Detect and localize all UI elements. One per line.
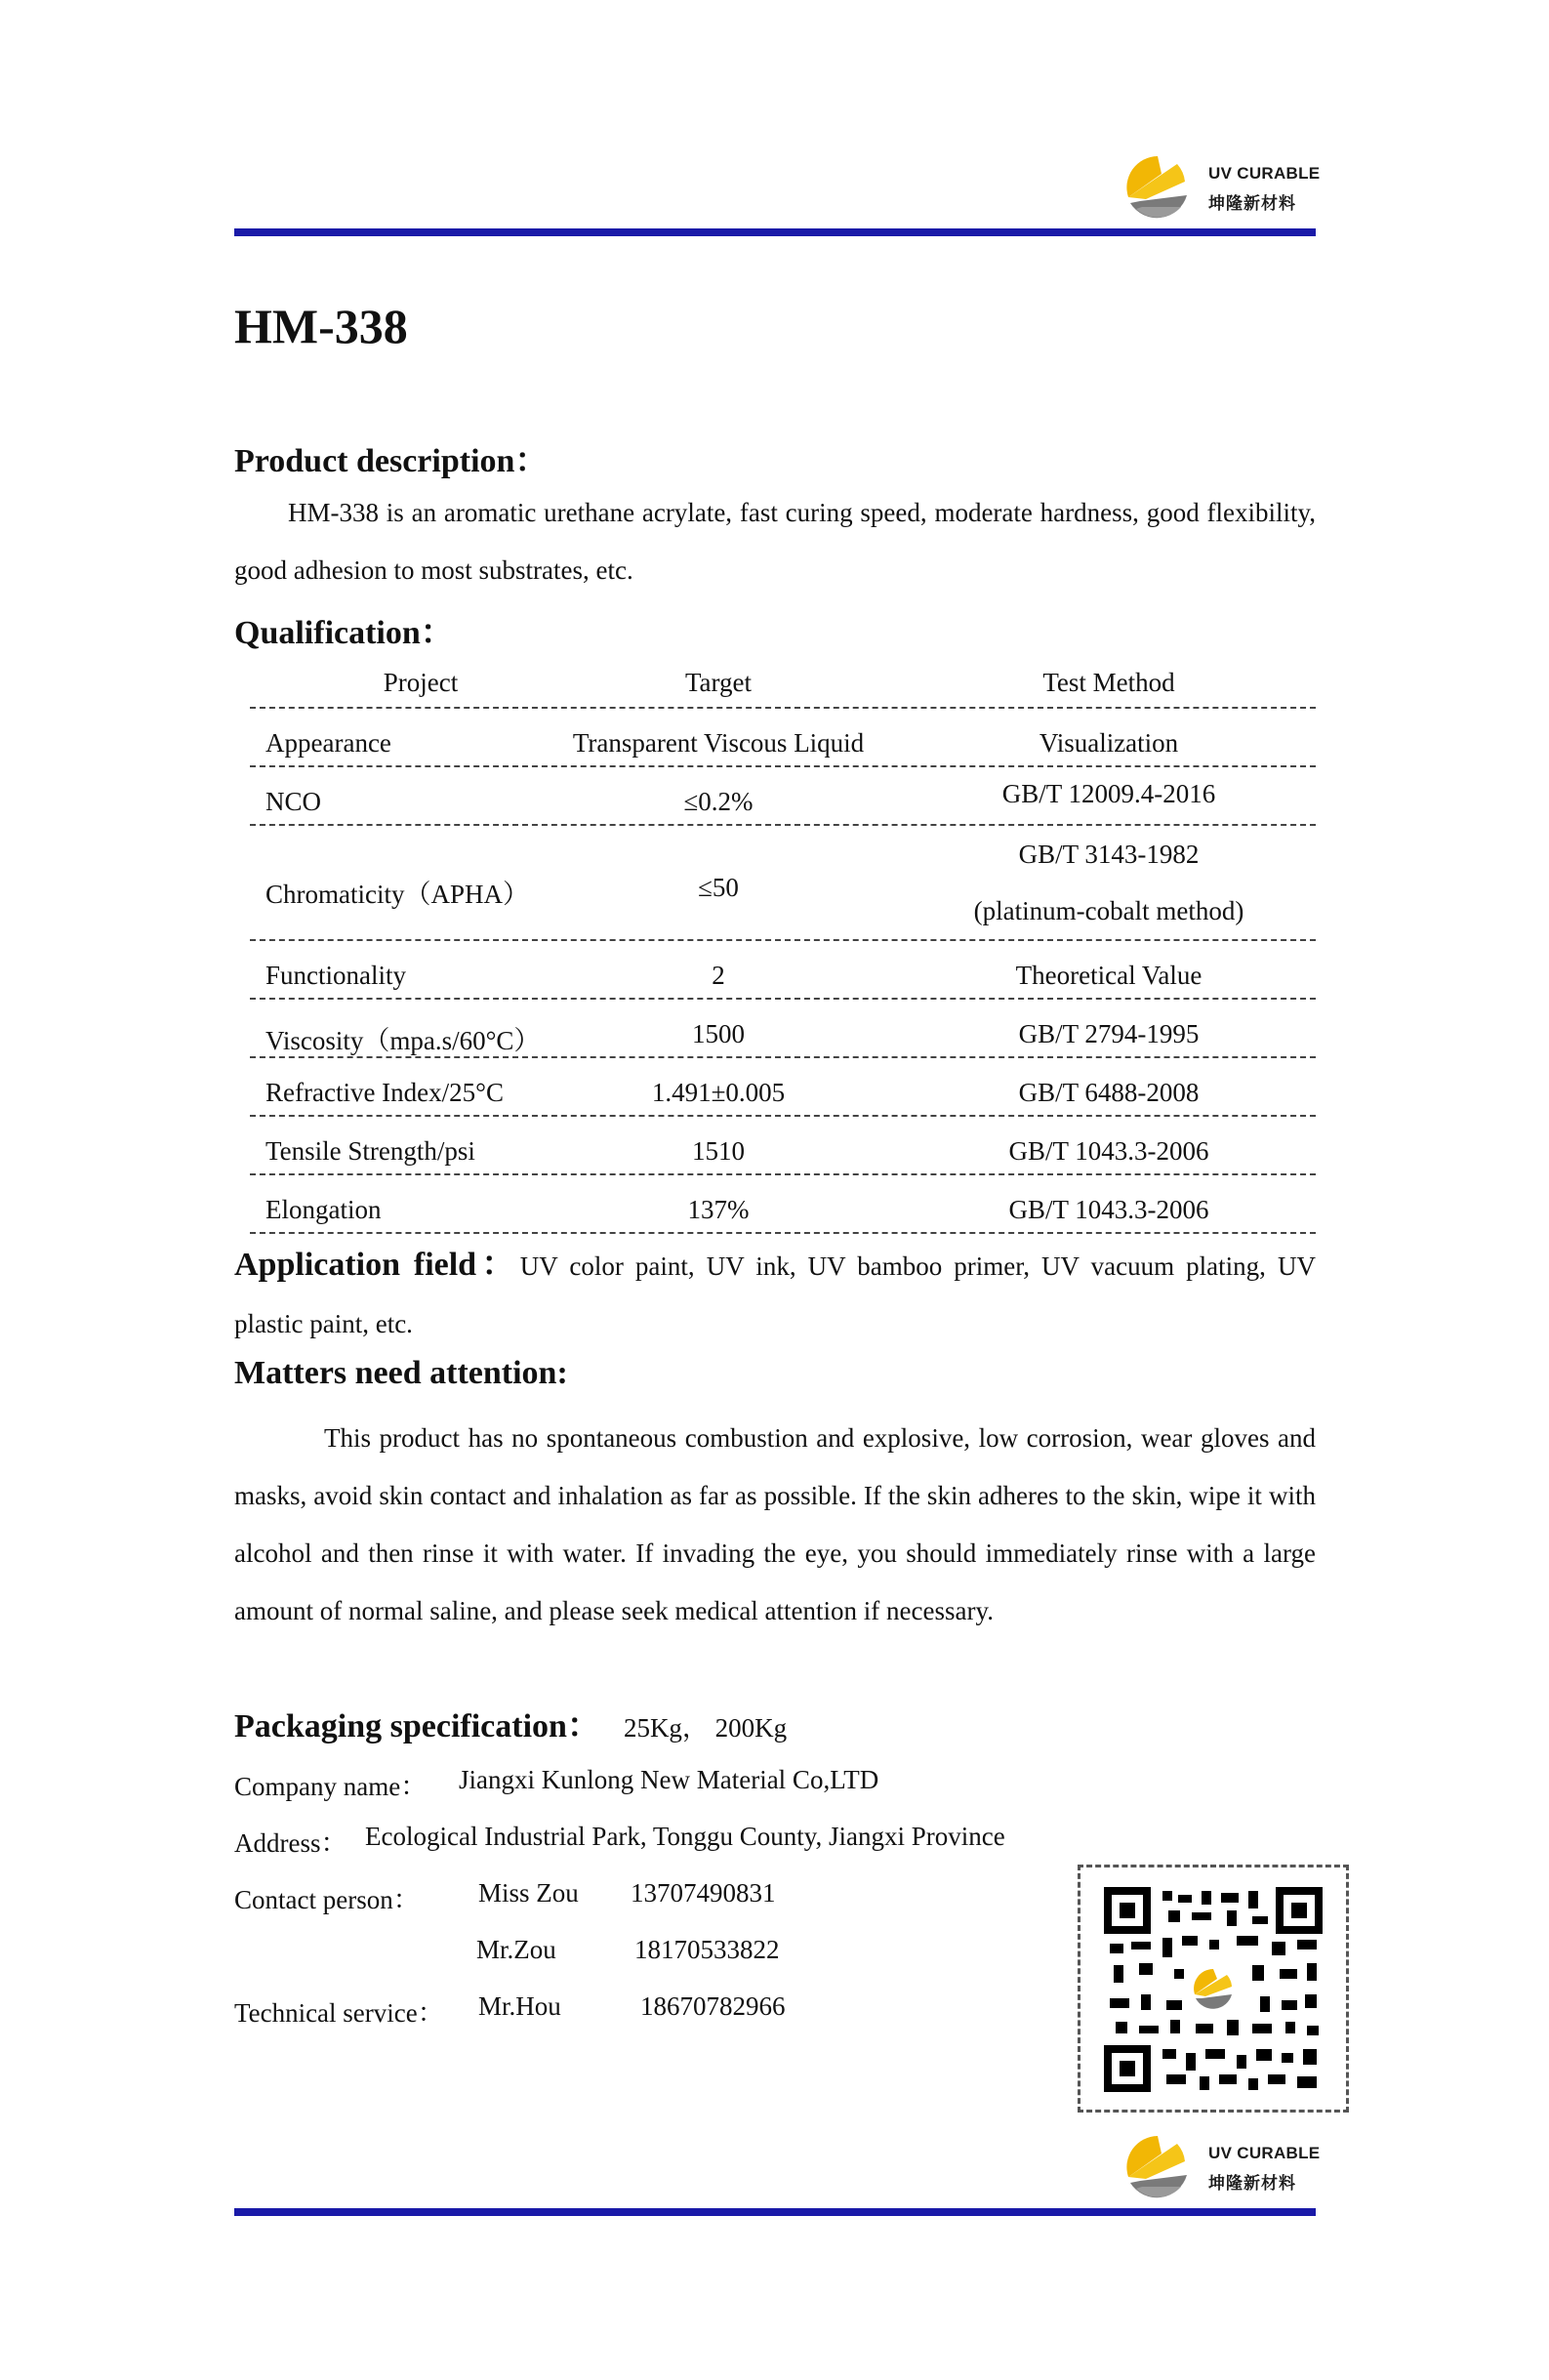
- product-title: HM-338: [234, 299, 408, 353]
- tech-service-name: Mr.Hou: [478, 1991, 561, 2021]
- row-target: 1.491±0.005: [651, 1078, 786, 1107]
- tech-service-phone: 18670782966: [640, 1991, 786, 2021]
- row-target: Transparent Viscous Liquid: [572, 728, 865, 758]
- row-project: Refractive Index/25°C: [265, 1078, 504, 1107]
- row-project: Appearance: [265, 728, 391, 758]
- row-method: GB/T 12009.4-2016: [1001, 779, 1216, 808]
- uv-curable-logo-mark: [1122, 152, 1193, 223]
- footer-rule: [234, 2208, 1316, 2216]
- row-method: GB/T 1043.3-2006: [1008, 1195, 1209, 1224]
- row-method: Theoretical Value: [1015, 961, 1203, 990]
- attention-heading: Matters need attention:: [234, 1355, 568, 1391]
- row-method: Visualization: [1039, 728, 1179, 758]
- column-header-test-method: Test Method: [1042, 668, 1175, 697]
- row-target: 137%: [687, 1195, 750, 1224]
- column-header-target: Target: [684, 668, 753, 697]
- attention-text: This product has no spontaneous combustion and explosive, low corrosion, wear gloves and masks, avoid skin contact and inhalation as far as possible. If the skin adheres to the skin, wipe it with alcohol and then rinse it with water. If invading the eye, you should immediately rinse with a large amount of normal saline, and please seek medical attention if necessary.: [234, 1423, 1316, 1625]
- logo-brand-text: UV CURABLE: [1208, 164, 1321, 183]
- table-row: [250, 1117, 1316, 1175]
- row-project: NCO: [265, 787, 322, 816]
- table-row: [250, 1175, 1316, 1234]
- row-method: GB/T 6488-2008: [1018, 1078, 1200, 1107]
- logo-brand-cn-text: 坤隆新材料: [1208, 2174, 1296, 2194]
- row-project: Functionality: [265, 961, 406, 990]
- qr-code-image: [1080, 1867, 1346, 2110]
- description-text: HM-338 is an aromatic urethane acrylate, fast curing speed, moderate hardness, good flexibility, good adhesion to most substrates, etc.: [234, 498, 1316, 585]
- table-row: [250, 709, 1316, 767]
- logo-brand-text: UV CURABLE: [1208, 2144, 1321, 2162]
- application-text: UV color paint, UV ink, UV bamboo primer, UV vacuum plating, UV plastic paint, etc.: [234, 1252, 1316, 1338]
- description-heading: Product description：: [234, 443, 549, 479]
- table-row: [250, 826, 1316, 941]
- contact-phone: 13707490831: [631, 1878, 776, 1908]
- row-target: 2: [712, 961, 725, 990]
- row-method: GB/T 1043.3-2006: [1008, 1136, 1209, 1166]
- row-target: ≤0.2%: [683, 787, 754, 816]
- qr-code: [1078, 1865, 1349, 2113]
- contact-name: Miss Zou: [478, 1878, 579, 1908]
- row-target: 1510: [692, 1136, 745, 1166]
- logo-brand-cn-text: 坤隆新材料: [1208, 194, 1296, 214]
- contact-phone: 18170533822: [634, 1935, 780, 1964]
- row-target: 1500: [692, 1019, 745, 1048]
- table-row: [250, 1058, 1316, 1117]
- row-project: Tensile Strength/psi: [265, 1136, 475, 1166]
- footer-logo: [1122, 2132, 1321, 2210]
- company-label: Company name：: [234, 1772, 428, 1801]
- address-value: Ecological Industrial Park, Tonggu County, Jiangxi Province: [365, 1822, 1005, 1851]
- row-project: Elongation: [265, 1195, 382, 1224]
- row-method: GB/T 2794-1995: [1018, 1019, 1200, 1048]
- table-row: [250, 941, 1316, 1000]
- company-name: Jiangxi Kunlong New Material Co,LTD: [459, 1765, 879, 1794]
- address-label: Address：: [234, 1828, 347, 1858]
- row-target: ≤50: [698, 873, 739, 902]
- tech-service-label: Technical service：: [234, 1998, 444, 2028]
- row-project: Viscosity（mpa.s/60°C）: [265, 1026, 541, 1055]
- qualification-heading: Qualification：: [234, 615, 454, 651]
- packaging-line: [234, 1699, 787, 1746]
- uv-curable-logo-mark: [1122, 2132, 1193, 2202]
- contact-name: Mr.Zou: [476, 1935, 556, 1964]
- table-row: [250, 767, 1316, 826]
- contact-label: Contact person：: [234, 1885, 420, 1914]
- row-project: Chromaticity（APHA）: [265, 880, 529, 909]
- application-heading: Application field：: [234, 1247, 520, 1283]
- packaging-heading: Packaging specification：: [234, 1708, 600, 1744]
- table-header-row: [250, 660, 1316, 709]
- column-header-project: Project: [383, 668, 459, 697]
- header-logo: [1122, 152, 1321, 230]
- packaging-value: 25Kg， 200Kg: [623, 1713, 788, 1743]
- header-rule: [234, 228, 1316, 236]
- row-method-note: (platinum-cobalt method): [973, 896, 1244, 925]
- table-row: [250, 1000, 1316, 1058]
- application-block: [234, 1236, 1316, 1353]
- row-method: GB/T 3143-1982: [1018, 840, 1200, 869]
